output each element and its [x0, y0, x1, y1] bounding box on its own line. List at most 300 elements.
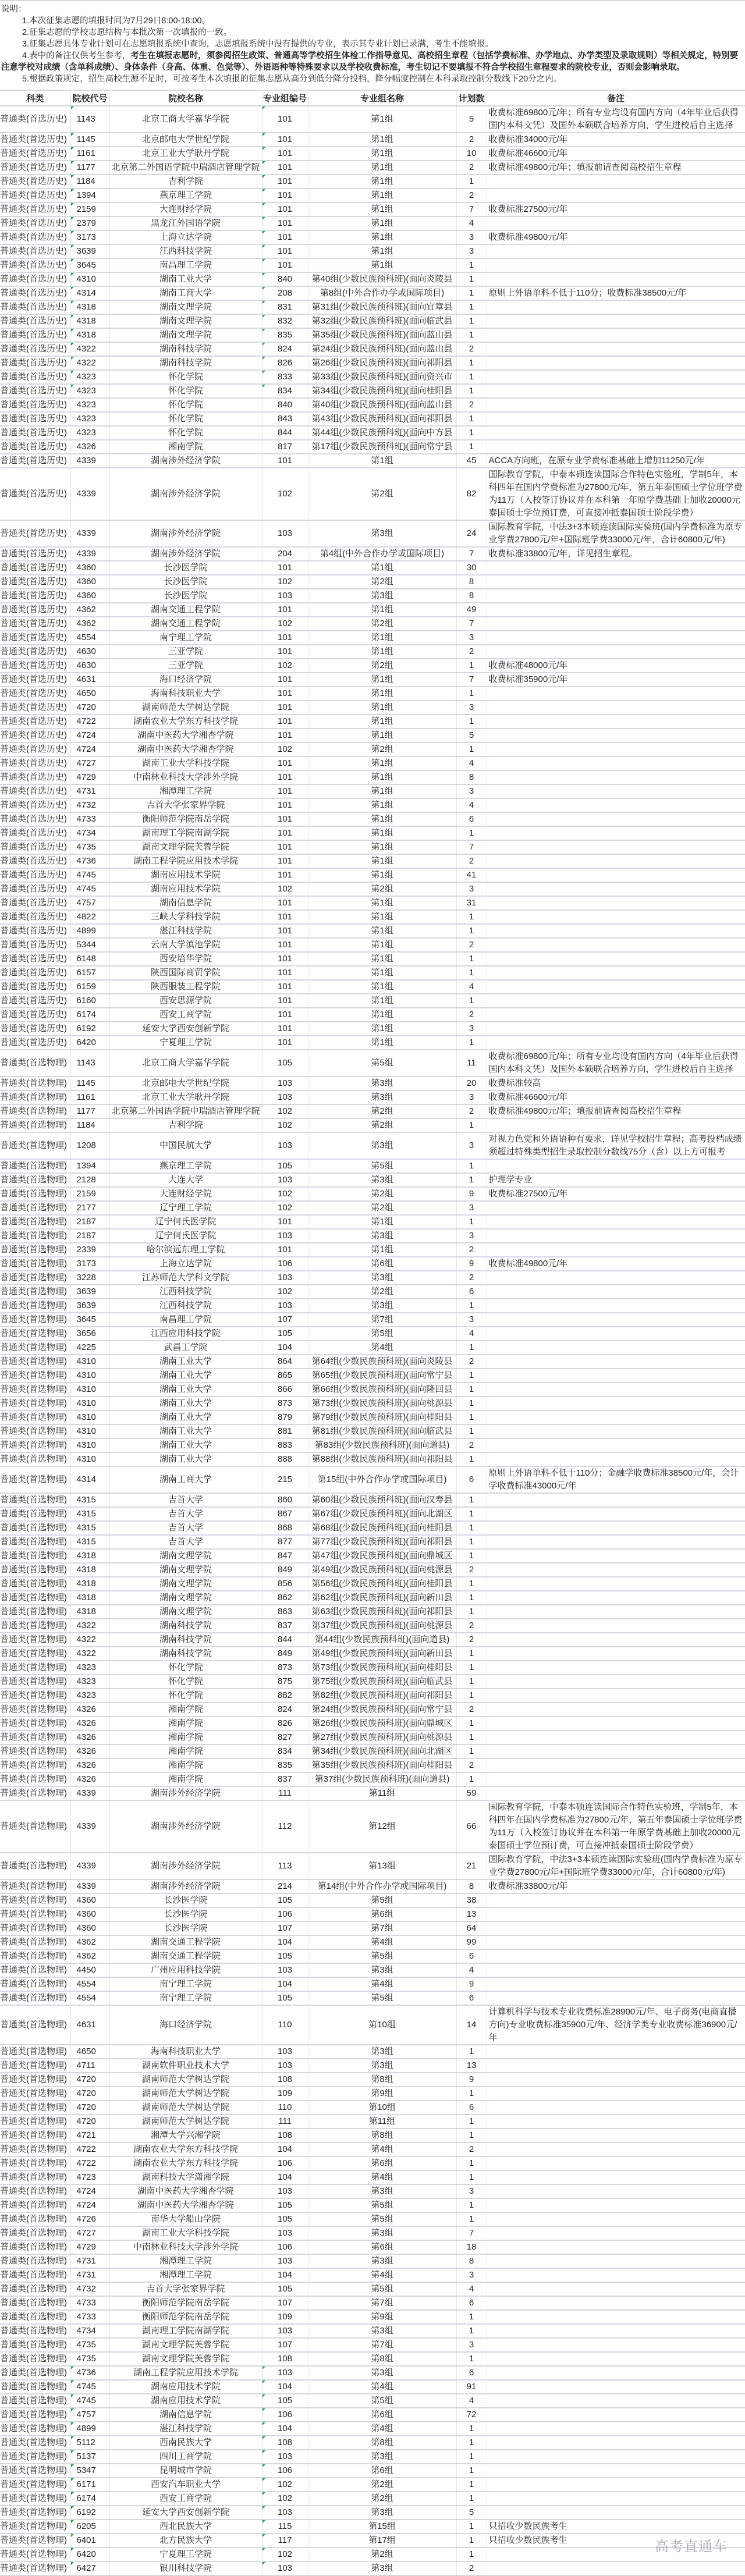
cell-school-name: 湖南理工学院南湖学院 [109, 826, 262, 840]
cell-remarks [487, 1327, 745, 1341]
cell-school-name: 中南林业科技大学涉外学院 [109, 2240, 262, 2254]
cell-remarks [487, 300, 745, 314]
cell-group-name: 第1组 [308, 966, 456, 980]
cell-school-name: 湖南科技学院 [109, 1633, 262, 1647]
cell-plan-count: 1 [456, 1118, 487, 1132]
cell-category: 普通类(首选物理) [0, 2464, 70, 2478]
cell-school-code: 4310 [70, 1424, 109, 1438]
cell-category: 普通类(首选历史) [0, 868, 70, 882]
cell-school-name: 北京工商大学嘉华学院 [109, 106, 262, 133]
cell-remarks: 收费标准35900元/年 [487, 673, 745, 687]
table-row [0, 1201, 745, 1215]
cell-group-code: 102 [262, 1285, 308, 1299]
table-row [0, 2338, 745, 2352]
cell-group-code: 101 [262, 868, 308, 882]
cell-group-code: 864 [262, 1355, 308, 1369]
cell-category: 普通类(首选物理) [0, 1410, 70, 1424]
cell-group-code: 103 [262, 1173, 308, 1187]
cell-school-name: 上海立达学院 [109, 1257, 262, 1271]
cell-group-name: 第3组 [308, 520, 456, 547]
cell-category: 普通类(首选历史) [0, 370, 70, 384]
cell-category: 普通类(首选物理) [0, 2450, 70, 2464]
cell-school-name: 湖南信息学院 [109, 896, 262, 910]
cell-plan-count: 1 [456, 1744, 487, 1758]
cell-school-code: 4724 [70, 729, 109, 742]
cell-school-code: 2128 [70, 1173, 109, 1187]
table-row [0, 370, 745, 384]
cell-plan-count: 1 [456, 2534, 487, 2547]
table-row [0, 356, 745, 370]
cell-remarks [487, 854, 745, 868]
cell-school-name: 大连大学 [109, 1173, 262, 1187]
cell-school-code: 4733 [70, 2310, 109, 2324]
cell-school-code: 4822 [70, 910, 109, 924]
cell-category: 普通类(首选物理) [0, 1215, 70, 1229]
cell-school-name: 西安工商学院 [109, 2492, 262, 2506]
table-row [0, 1008, 745, 1022]
table-row [0, 2240, 745, 2254]
cell-group-code: 873 [262, 1661, 308, 1675]
cell-group-name: 第65组(少数民族预科班)(面向常宁县 [308, 1369, 456, 1383]
cell-category: 普通类(首选历史) [0, 272, 70, 286]
cell-school-code: 4727 [70, 2226, 109, 2240]
cell-remarks [487, 1949, 745, 1963]
cell-plan-count: 1 [456, 2492, 487, 2506]
cell-remarks [487, 2422, 745, 2436]
cell-group-name: 第1组 [308, 826, 456, 840]
cell-group-name: 第6组 [308, 2156, 456, 2170]
cell-plan-count: 4 [456, 756, 487, 770]
cell-school-code: 4554 [70, 1977, 109, 1991]
cell-school-code: 4722 [70, 2142, 109, 2156]
cell-group-code: 888 [262, 1452, 308, 1466]
table-row [0, 1090, 745, 1104]
table-row [0, 2087, 745, 2101]
cell-category: 普通类(首选历史) [0, 314, 70, 328]
cell-school-name: 宁夏理工学院 [109, 2547, 262, 2561]
table-row [0, 1893, 745, 1907]
cell-group-name: 第47组(少数民族预科班)(面向鼎城区 [308, 1549, 456, 1563]
table-row [0, 1921, 745, 1935]
cell-group-code: 101 [262, 175, 308, 189]
cell-school-code: 4731 [70, 2254, 109, 2268]
cell-group-code: 107 [262, 1313, 308, 1327]
cell-group-code: 104 [262, 1977, 308, 1991]
cell-group-name: 第3组 [308, 2366, 456, 2380]
cell-school-code: 4326 [70, 440, 109, 454]
cell-remarks [487, 938, 745, 952]
cell-group-code: 104 [262, 2142, 308, 2156]
cell-school-name: 湘南学院 [109, 440, 262, 454]
cell-plan-count: 30 [456, 561, 487, 575]
cell-remarks [487, 1118, 745, 1132]
table-row [0, 756, 745, 770]
instruction-2: 2.征集志愿的学校志愿结构与本批次第一次填报的一致。 [22, 28, 232, 37]
cell-school-code: 4757 [70, 2408, 109, 2422]
cell-group-code: 101 [262, 715, 308, 729]
cell-school-code: 4630 [70, 659, 109, 673]
table-row [0, 1991, 745, 2005]
cell-remarks [487, 575, 745, 589]
cell-group-name: 第1组 [308, 106, 456, 133]
cell-plan-count: 1 [456, 2198, 487, 2212]
cell-remarks [487, 2156, 745, 2170]
cell-plan-count: 11 [456, 1050, 487, 1076]
cell-school-code: 4322 [70, 342, 109, 356]
cell-group-code: 104 [262, 2268, 308, 2282]
cell-remarks [487, 1299, 745, 1313]
cell-group-code: 108 [262, 2129, 308, 2142]
table-row [0, 1619, 745, 1633]
cell-remarks [487, 910, 745, 924]
cell-group-name: 第3组 [308, 589, 456, 603]
cell-plan-count: 3 [456, 2268, 487, 2282]
cell-plan-count: 1 [456, 1661, 487, 1675]
cell-category: 普通类(首选历史) [0, 617, 70, 631]
cell-school-code: 1143 [70, 1050, 109, 1076]
cell-plan-count: 3 [456, 1201, 487, 1215]
cell-remarks [487, 2282, 745, 2296]
cell-plan-count: 13 [456, 1907, 487, 1921]
cell-remarks: 国际教育学院，中泰本硕连读国际合作特色实验班，学制5年，本科四年在国内学费标准为27800元/年，第五年泰国硕士学位班学费为11万（入校签订协议并在本科第一年原学费基础上加收20000元泰国硕士学位预订费，可直接冲抵泰国硕士阶段学费） [487, 468, 745, 520]
cell-group-name: 第4组 [308, 1935, 456, 1949]
cell-group-name: 第1组 [308, 147, 456, 161]
cell-group-code: 837 [262, 1772, 308, 1786]
cell-group-name: 第4组 [308, 2268, 456, 2282]
cell-plan-count: 6 [456, 812, 487, 826]
cell-remarks [487, 1285, 745, 1299]
cell-group-name: 第3组 [308, 1090, 456, 1104]
table-header-row [0, 90, 745, 106]
cell-group-name: 第1组 [308, 952, 456, 966]
cell-school-name: 黑龙江外国语学院 [109, 216, 262, 230]
table-row [0, 1963, 745, 1977]
header-category: 科类 [0, 90, 70, 106]
cell-group-code: 101 [262, 454, 308, 468]
cell-school-name: 湘南学院 [109, 1717, 262, 1731]
cell-school-name: 湖南中医药大学湘杏学院 [109, 2184, 262, 2198]
table-row [0, 1036, 745, 1050]
cell-remarks [487, 924, 745, 938]
cell-group-name: 第1组 [308, 202, 456, 216]
cell-plan-count: 9 [456, 1187, 487, 1201]
table-row [0, 1758, 745, 1772]
cell-plan-count: 3 [456, 1132, 487, 1159]
cell-plan-count: 1 [456, 1675, 487, 1689]
cell-school-name: 南昌理工学院 [109, 258, 262, 272]
cell-plan-count: 2 [456, 645, 487, 659]
instructions [0, 0, 745, 90]
table-row [0, 812, 745, 826]
instruction-4 [1, 50, 744, 73]
cell-category: 普通类(首选物理) [0, 2226, 70, 2240]
cell-school-name: 湖南工商大学 [109, 286, 262, 300]
cell-group-code: 101 [262, 147, 308, 161]
table-row [0, 1466, 745, 1493]
cell-group-name: 第1组 [308, 1243, 456, 1257]
cell-plan-count: 2 [456, 189, 487, 202]
table-row [0, 2310, 745, 2324]
cell-school-code: 4736 [70, 2366, 109, 2380]
cell-remarks [487, 2268, 745, 2282]
cell-group-code: 102 [262, 468, 308, 520]
cell-plan-count: 1 [456, 2464, 487, 2478]
cell-group-code: 101 [262, 216, 308, 230]
cell-school-name: 怀化学院 [109, 370, 262, 384]
cell-school-name: 西安培华学院 [109, 952, 262, 966]
cell-school-name: 湖南工程学院应用技术学院 [109, 2366, 262, 2380]
cell-group-code: 104 [262, 1341, 308, 1355]
cell-remarks [487, 314, 745, 328]
cell-plan-count: 3 [456, 1022, 487, 1036]
cell-school-code: 5112 [70, 2436, 109, 2450]
cell-category: 普通类(首选历史) [0, 412, 70, 426]
cell-school-code: 4721 [70, 2129, 109, 2142]
cell-group-code: 108 [262, 2073, 308, 2087]
cell-category: 普通类(首选物理) [0, 2310, 70, 2324]
cell-school-code: 4360 [70, 1921, 109, 1935]
cell-group-name: 第4组 [308, 1977, 456, 1991]
cell-group-name: 第1组 [308, 715, 456, 729]
cell-group-name: 第2组 [308, 575, 456, 589]
cell-school-code: 6171 [70, 2478, 109, 2492]
cell-remarks [487, 1935, 745, 1949]
cell-remarks [487, 812, 745, 826]
cell-plan-count: 2 [456, 133, 487, 147]
cell-plan-count: 2 [456, 1243, 487, 1257]
cell-group-name: 第1组 [308, 603, 456, 617]
cell-category: 普通类(首选历史) [0, 202, 70, 216]
cell-school-name: 湖南科技学院 [109, 342, 262, 356]
cell-plan-count: 10 [456, 147, 487, 161]
cell-plan-count: 1 [456, 2450, 487, 2464]
cell-plan-count: 1 [456, 1549, 487, 1563]
cell-group-name: 第1组 [308, 868, 456, 882]
cell-school-name: 湖南工业大学 [109, 272, 262, 286]
cell-category: 普通类(首选历史) [0, 230, 70, 244]
cell-group-name: 第1组 [308, 729, 456, 742]
cell-category: 普通类(首选物理) [0, 1717, 70, 1731]
cell-school-name: 湘潭理工学院 [109, 784, 262, 798]
cell-school-name: 吉首大学张家界学院 [109, 798, 262, 812]
cell-category: 普通类(首选历史) [0, 659, 70, 673]
cell-plan-count: 1 [456, 1521, 487, 1535]
cell-group-name: 第6组 [308, 1257, 456, 1271]
cell-plan-count: 7 [456, 617, 487, 631]
cell-group-name: 第9组 [308, 2310, 456, 2324]
table-row [0, 868, 745, 882]
cell-plan-count: 5 [456, 2506, 487, 2520]
cell-plan-count: 66 [456, 1800, 487, 1853]
cell-group-name: 第4组 [308, 2170, 456, 2184]
cell-school-code: 4326 [70, 1731, 109, 1744]
table-row [0, 770, 745, 784]
cell-group-code: 875 [262, 1675, 308, 1689]
cell-group-code: 826 [262, 1717, 308, 1731]
cell-category: 普通类(首选历史) [0, 701, 70, 715]
cell-group-code: 105 [262, 1050, 308, 1076]
table-row [0, 147, 745, 161]
cell-school-name: 湖南应用技术学院 [109, 882, 262, 896]
cell-category: 普通类(首选物理) [0, 2115, 70, 2129]
cell-remarks [487, 342, 745, 356]
cell-school-name: 江西科技学院 [109, 1299, 262, 1313]
table-row [0, 189, 745, 202]
table-row [0, 2226, 745, 2240]
cell-group-code: 101 [262, 784, 308, 798]
cell-school-code: 4339 [70, 1786, 109, 1800]
cell-category: 普通类(首选物理) [0, 2059, 70, 2073]
cell-school-code: 4726 [70, 2212, 109, 2226]
cell-school-code: 4731 [70, 2268, 109, 2282]
cell-remarks [487, 840, 745, 854]
cell-remarks [487, 2338, 745, 2352]
cell-school-code: 1177 [70, 1104, 109, 1118]
cell-group-code: 103 [262, 2226, 308, 2240]
cell-category: 普通类(首选历史) [0, 258, 70, 272]
cell-school-name: 长沙医学院 [109, 1893, 262, 1907]
cell-school-code: 4310 [70, 1383, 109, 1397]
cell-school-name: 陕西服装工程学院 [109, 980, 262, 994]
cell-group-code: 873 [262, 1397, 308, 1410]
cell-school-name: 衡阳师范学院南岳学院 [109, 812, 262, 826]
cell-group-code: 843 [262, 412, 308, 426]
cell-plan-count: 1 [456, 687, 487, 701]
cell-remarks [487, 1977, 745, 1991]
cell-group-name: 第1组 [308, 896, 456, 910]
cell-remarks [487, 2380, 745, 2394]
cell-group-name: 第2组 [308, 659, 456, 673]
cell-plan-count: 1 [456, 1647, 487, 1661]
cell-plan-count: 1 [456, 175, 487, 189]
cell-category: 普通类(首选物理) [0, 1744, 70, 1758]
cell-school-code: 3173 [70, 1257, 109, 1271]
cell-group-name: 第6组 [308, 2464, 456, 2478]
cell-remarks: 收费标准33800元/年，详见招生章程。 [487, 547, 745, 561]
cell-school-code: 5347 [70, 2464, 109, 2478]
cell-remarks [487, 770, 745, 784]
cell-remarks [487, 1717, 745, 1731]
cell-plan-count: 1 [456, 2310, 487, 2324]
cell-remarks [487, 1493, 745, 1507]
cell-school-name: 湖南文理学院芙蓉学院 [109, 840, 262, 854]
table-row [0, 1327, 745, 1341]
cell-category: 普通类(首选物理) [0, 1187, 70, 1201]
cell-group-name: 第1组 [308, 1008, 456, 1022]
cell-group-code: 105 [262, 2282, 308, 2296]
cell-category: 普通类(首选物理) [0, 1159, 70, 1173]
cell-school-name: 湖南交通工程学院 [109, 603, 262, 617]
cell-group-code: 110 [262, 2005, 308, 2045]
cell-group-code: 101 [262, 729, 308, 742]
cell-school-code: 4732 [70, 798, 109, 812]
cell-group-name: 第1组 [308, 673, 456, 687]
table-row [0, 673, 745, 687]
cell-group-name: 第68组(少数民族预科班)(面向桂阳县 [308, 1521, 456, 1535]
cell-remarks [487, 1355, 745, 1369]
cell-group-name: 第44组(少数民族预科班)(面向中方县 [308, 426, 456, 440]
cell-category: 普通类(首选历史) [0, 994, 70, 1008]
cell-remarks [487, 1633, 745, 1647]
cell-category: 普通类(首选物理) [0, 1772, 70, 1786]
cell-plan-count: 4 [456, 2282, 487, 2296]
table-row [0, 175, 745, 189]
cell-school-code: 6157 [70, 966, 109, 980]
cell-school-code: 4360 [70, 1893, 109, 1907]
cell-school-name: 南华大学船山学院 [109, 2212, 262, 2226]
cell-group-name: 第2组 [308, 2478, 456, 2492]
cell-school-code: 4631 [70, 2005, 109, 2045]
cell-category: 普通类(首选历史) [0, 468, 70, 520]
table-row [0, 1675, 745, 1689]
cell-plan-count: 1 [456, 1452, 487, 1466]
cell-plan-count: 1 [456, 1341, 487, 1355]
cell-plan-count: 2 [456, 1008, 487, 1022]
table-row [0, 2450, 745, 2464]
cell-school-name: 湖南中医药大学湘杏学院 [109, 742, 262, 756]
cell-school-name: 北京工业大学耿丹学院 [109, 1090, 262, 1104]
table-row [0, 2492, 745, 2506]
table-row [0, 701, 745, 715]
cell-group-code: 113 [262, 1853, 308, 1879]
cell-remarks: 只招收少数民族考生 [487, 2520, 745, 2534]
cell-category: 普通类(首选历史) [0, 398, 70, 412]
cell-school-code: 4362 [70, 1949, 109, 1963]
cell-group-name: 第35组(少数民族预科班)(面向蓝山县 [308, 328, 456, 342]
table-row [0, 575, 745, 589]
cell-school-name: 湖南工业大学 [109, 1397, 262, 1410]
cell-school-code: 4554 [70, 1991, 109, 2005]
cell-group-code: 882 [262, 1689, 308, 1703]
cell-group-code: 103 [262, 2450, 308, 2464]
cell-category: 普通类(首选物理) [0, 1893, 70, 1907]
cell-plan-count: 1 [456, 1507, 487, 1521]
cell-remarks [487, 882, 745, 896]
cell-plan-count: 8 [456, 1879, 487, 1893]
cell-group-name: 第8组 [308, 2073, 456, 2087]
cell-category: 普通类(首选物理) [0, 2366, 70, 2380]
cell-group-name: 第2组 [308, 468, 456, 520]
cell-school-name: 湖南涉外经济学院 [109, 520, 262, 547]
cell-school-name: 吉首大学张家界学院 [109, 2282, 262, 2296]
cell-school-name: 燕京理工学院 [109, 1159, 262, 1173]
cell-school-name: 广州应用科技学院 [109, 1963, 262, 1977]
cell-school-code: 2187 [70, 1229, 109, 1243]
cell-category: 普通类(首选物理) [0, 1758, 70, 1772]
cell-remarks [487, 2142, 745, 2156]
cell-remarks [487, 784, 745, 798]
cell-school-code: 2159 [70, 202, 109, 216]
cell-plan-count: 3 [456, 1313, 487, 1327]
cell-remarks: 护理学专业 [487, 1173, 745, 1187]
cell-school-name: 湖南文理学院 [109, 314, 262, 328]
cell-group-name: 第3组 [308, 2226, 456, 2240]
cell-school-code: 4326 [70, 1744, 109, 1758]
cell-group-name: 第6组 [308, 2408, 456, 2422]
cell-group-name: 第24组(少数民族预科班)(面向常宁县 [308, 1703, 456, 1717]
cell-group-name: 第3组 [308, 1076, 456, 1090]
cell-category: 普通类(首选物理) [0, 1853, 70, 1879]
cell-category: 普通类(首选物理) [0, 1383, 70, 1397]
cell-school-code: 4318 [70, 1577, 109, 1591]
cell-category: 普通类(首选物理) [0, 1949, 70, 1963]
cell-school-name: 长沙医学院 [109, 575, 262, 589]
cell-plan-count: 7 [456, 840, 487, 854]
cell-plan-count: 1 [456, 1369, 487, 1383]
cell-school-code: 4315 [70, 1493, 109, 1507]
cell-category: 普通类(首选物理) [0, 1977, 70, 1991]
table-row [0, 1493, 745, 1507]
